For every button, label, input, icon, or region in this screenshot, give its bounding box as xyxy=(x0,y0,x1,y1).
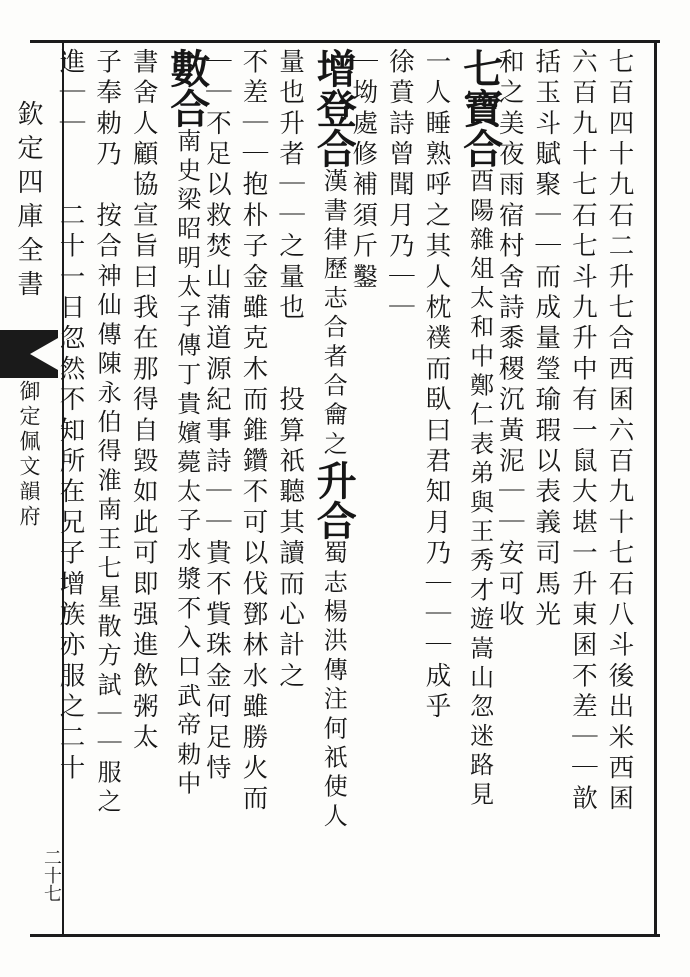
column-text: 子奉勅乃 按合 xyxy=(92,48,123,263)
text-column xyxy=(531,48,562,928)
column-text: 和之美夜雨宿村舍詩黍稷沉黃泥｜｜安可收 xyxy=(494,48,525,632)
column-text: 進｜｜ 二十一日忽然不知所在兄子增族亦服之二十 xyxy=(55,48,86,785)
page-number: 二十七 xyxy=(41,848,62,902)
entry-heading: 增登合 xyxy=(310,48,358,168)
column-text: 括玉斗賦聚｜｜而成量瑩瑜瑕以表義司馬光 xyxy=(531,48,562,632)
text-column xyxy=(421,48,452,928)
text-column xyxy=(55,48,86,928)
entry-heading: 升合 xyxy=(310,460,358,540)
text-column xyxy=(494,48,525,928)
column-text: ｜｜不足以救焚山蒲道源紀事詩｜｜貴不貲珠金何足恃 xyxy=(201,48,232,785)
top-border xyxy=(30,40,660,43)
text-column xyxy=(604,48,635,928)
column-text: ｜坳處修補須斤鑿 xyxy=(348,48,379,294)
entry-heading: 數合 xyxy=(163,48,211,128)
text-column xyxy=(275,48,306,928)
fish-tail-mark-icon xyxy=(0,330,58,378)
column-text: 一人睡熟呼之其人枕襆而臥曰君知月乃｜｜｜成乎 xyxy=(421,48,452,724)
column-text: 書舍人顧協宣旨曰我在那得自毀如此可即强進飲粥太 xyxy=(128,48,159,755)
column-text: 神仙傳陳永伯得淮南王七星散方試｜｜服之 xyxy=(93,262,122,818)
column-text: 蜀志楊洪傳注何祇使人 xyxy=(319,540,348,832)
text-column xyxy=(567,48,598,928)
column-text: 徐賁詩曾聞月乃｜｜ xyxy=(384,48,415,325)
column-text: 七百四十九石二升七合西囷六百九十七石八斗後出米西囷 xyxy=(604,48,635,816)
text-column xyxy=(456,48,504,928)
entry-heading: 七寶合 xyxy=(456,48,504,168)
text-column xyxy=(384,48,415,928)
text-column xyxy=(128,48,159,928)
page-spine xyxy=(0,40,60,940)
column-text: 量也升者｜｜之量也 投算祇聽其讀而心計之 xyxy=(275,48,306,693)
text-column xyxy=(92,48,123,928)
column-text: 酉陽雜俎太和中鄭仁表弟與王秀才遊嵩山忽迷路見 xyxy=(465,168,494,811)
column-text: 南史梁昭明太子傳丁貴嬪薨太子水漿不入口武帝勅中 xyxy=(172,128,201,800)
text-column xyxy=(201,48,232,928)
column-text: 不差｜｜抱朴子金雖克木而錐鑽不可以伐鄧林水雖勝火而 xyxy=(238,48,269,816)
text-column xyxy=(163,48,211,928)
right-border xyxy=(654,40,657,937)
text-column xyxy=(310,48,358,928)
text-column xyxy=(238,48,269,928)
column-text: 六百九十七石七斗九升中有一鼠大堪一升東囷不差｜｜歆 xyxy=(567,48,598,816)
volume-title: 御定佩文韻府 xyxy=(17,380,41,530)
column-text: 漢書律歷志合者合龠之 xyxy=(319,168,348,460)
bottom-border xyxy=(30,934,660,937)
book-title: 欽定四庫全書 xyxy=(13,100,43,304)
